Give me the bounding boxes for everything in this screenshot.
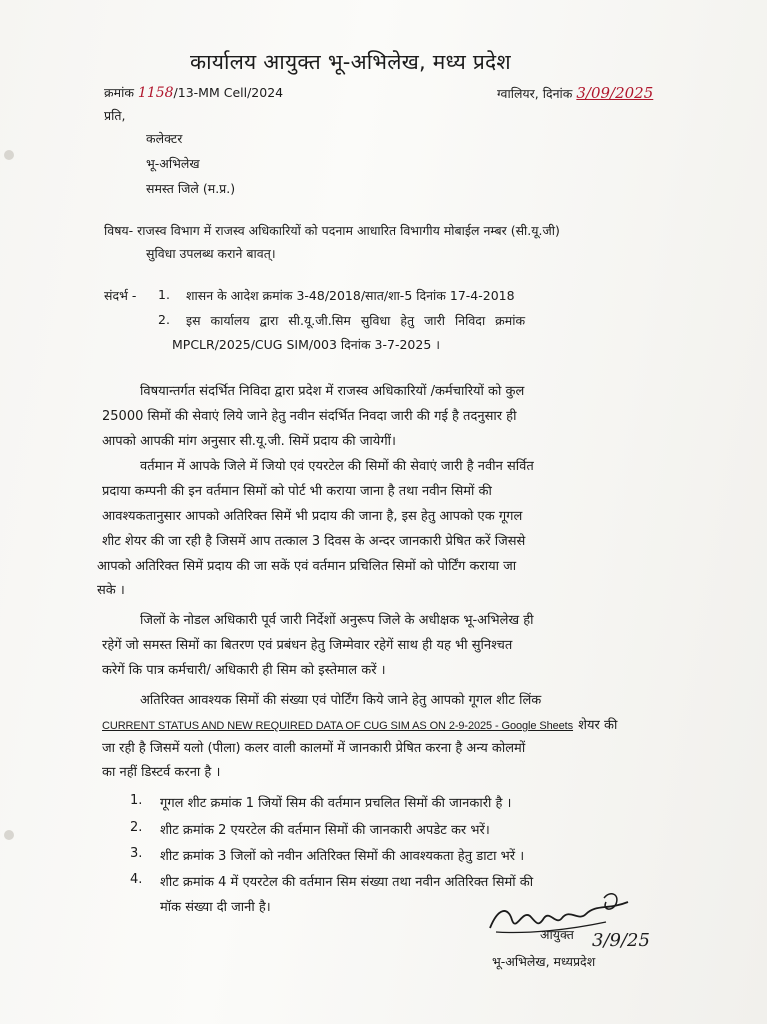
recipient-line: कलेक्टर	[146, 131, 183, 146]
signatory-office: भू-अभिलेख, मध्यप्रदेश	[492, 954, 596, 969]
body-line: रहेगें जो समस्त सिमों का बितरण एवं प्रबंधन हेतु जिम्मेवार रहेगें साथ ही यह भी सुनिश्चत	[102, 638, 513, 653]
body-line: शीट शेयर की जा रही है जिसमें आप तत्काल 3 दिवस के अन्दर जानकारी प्रेषित करें जिससे	[102, 534, 526, 549]
body-line: अतिरिक्त आवश्यक सिमों की संख्या एवं पोर्टिंग किये जाने हेतु आपको गूगल शीट लिंक	[140, 693, 542, 708]
google-sheet-link[interactable]: CURRENT STATUS AND NEW REQUIRED DATA OF CUG SIM AS ON 2-9-2025 - Google Sheets	[102, 720, 574, 732]
ref-handwritten-number: 1158	[137, 85, 174, 101]
body-line: आपको आपकी मांग अनुसार सी.यू.जी. सिमें प्रदाय की जायेगीं।	[102, 434, 396, 449]
reference-num: 2.	[158, 312, 170, 327]
office-title: कार्यालय आयुक्त भू-अभिलेख, मध्य प्रदेश	[190, 50, 511, 74]
signatory-designation: आयुक्त	[540, 927, 574, 942]
body-line: आवश्यकतानुसार आपको अतिरिक्त सिमें भी प्रदाय की जाना है, इस हेतु आपको एक गूगल	[102, 509, 523, 524]
subject-line: सुविधा उपलब्ध कराने बावत्।	[146, 246, 276, 261]
body-line: जा रही है जिसमें यलो (पीला) कलर वाली कालमों में जानकारी प्रेषित करना है अन्य कोलमों	[102, 741, 526, 756]
recipient-line: समस्त जिले (म.प्र.)	[146, 181, 236, 196]
body-line-with-link	[102, 714, 617, 733]
reference-text: इस कार्यालय द्वारा सी.यू.जी.सिम सुविधा हेतु जारी निविदा क्रमांक	[186, 313, 526, 328]
punch-hole	[4, 150, 14, 160]
references-label: संदर्भ -	[104, 288, 137, 303]
body-line: सके ।	[97, 583, 125, 598]
recipient-line: भू-अभिलेख	[146, 156, 200, 171]
instruction-text: शीट क्रमांक 4 में एयरटेल की वर्तमान सिम संख्या तथा नवीन अतिरिक्त सिमों की	[160, 875, 534, 890]
instruction-text: गूगल शीट क्रमांक 1 जियों सिम की वर्तमान प्रचलित सिमों की जानकारी है ।	[160, 796, 512, 811]
body-line: का नहीं डिस्टर्व करना है ।	[102, 765, 221, 780]
place-date	[497, 84, 653, 102]
instruction-text: शीट क्रमांक 3 जिलों को नवीन अतिरिक्त सिमों की आवश्यकता हेतु डाटा भरें ।	[160, 849, 525, 864]
ref-prefix: क्रमांक	[104, 85, 134, 100]
instruction-num: 4.	[130, 872, 143, 887]
instruction-text: शीट क्रमांक 2 एयरटेल की वर्तमान सिमों की जानकारी अपडेट कर भरें।	[160, 823, 490, 838]
reference-text: शासन के आदेश क्रमांक 3-48/2018/सात/शा-5 दिनांक 17-4-2018	[186, 288, 515, 303]
reference-num: 1.	[158, 287, 170, 302]
reference-text-cont: MPCLR/2025/CUG SIM/003 दिनांक 3-7-2025 ।	[172, 337, 440, 352]
body-line: करेगें कि पात्र कर्मचारी/ अधिकारी ही सिम को इस्तेमाल करें ।	[102, 663, 386, 678]
subject-block	[104, 219, 560, 265]
body-line: वर्तमान में आपके जिले में जियो एवं एयरटेल की सिमों की सेवाएं जारी है नवीन सर्वित	[140, 459, 534, 474]
body-line: विषयान्तर्गत संदर्भित निविदा द्वारा प्रदेश में राजस्व अधिकारियों /कर्मचारियों को कुल	[140, 384, 525, 399]
instruction-num: 1.	[130, 793, 143, 808]
body-line: जिलों के नोडल अधिकारी पूर्व जारी निर्देशों अनुरूप जिले के अधीक्षक भू-अभिलेख ही	[140, 613, 534, 628]
instruction-num: 2.	[130, 820, 143, 835]
body-line: प्रदाया कम्पनी की इन वर्तमान सिमों को पोर्ट भी कराया जाना है तथा नवीन सिमों की	[102, 484, 492, 499]
punch-hole	[4, 830, 14, 840]
body-text: शेयर की	[578, 718, 618, 733]
handwritten-date: 3/09/2025	[576, 84, 654, 102]
subject-line: राजस्व विभाग में राजस्व अधिकारियों को पदनाम आधारित विभागीय मोबाईल नम्बर (सी.यू.जी)	[137, 223, 560, 238]
body-line: 25000 सिमों की सेवाएं लिये जाने हेतु नवीन संदर्भित निवदा जारी की गई है तदनुसार ही	[102, 409, 517, 424]
to-label: प्रति,	[104, 108, 126, 123]
instruction-num: 3.	[130, 846, 143, 861]
signature-date: 3/9/25	[592, 930, 650, 951]
subject-label: विषय-	[104, 223, 134, 238]
place-label: ग्वालियर, दिनांक	[497, 86, 573, 101]
instruction-text-cont: मॉक संख्या दी जानी है।	[160, 900, 271, 915]
ref-suffix: /13-MM Cell/2024	[173, 85, 284, 100]
reference-number	[104, 84, 283, 101]
body-line: आपको अतिरिक्त सिमें प्रदाय की जा सकें एवं वर्तमान प्रचिलित सिमों को पोर्टिंग कराया जा	[97, 559, 517, 574]
